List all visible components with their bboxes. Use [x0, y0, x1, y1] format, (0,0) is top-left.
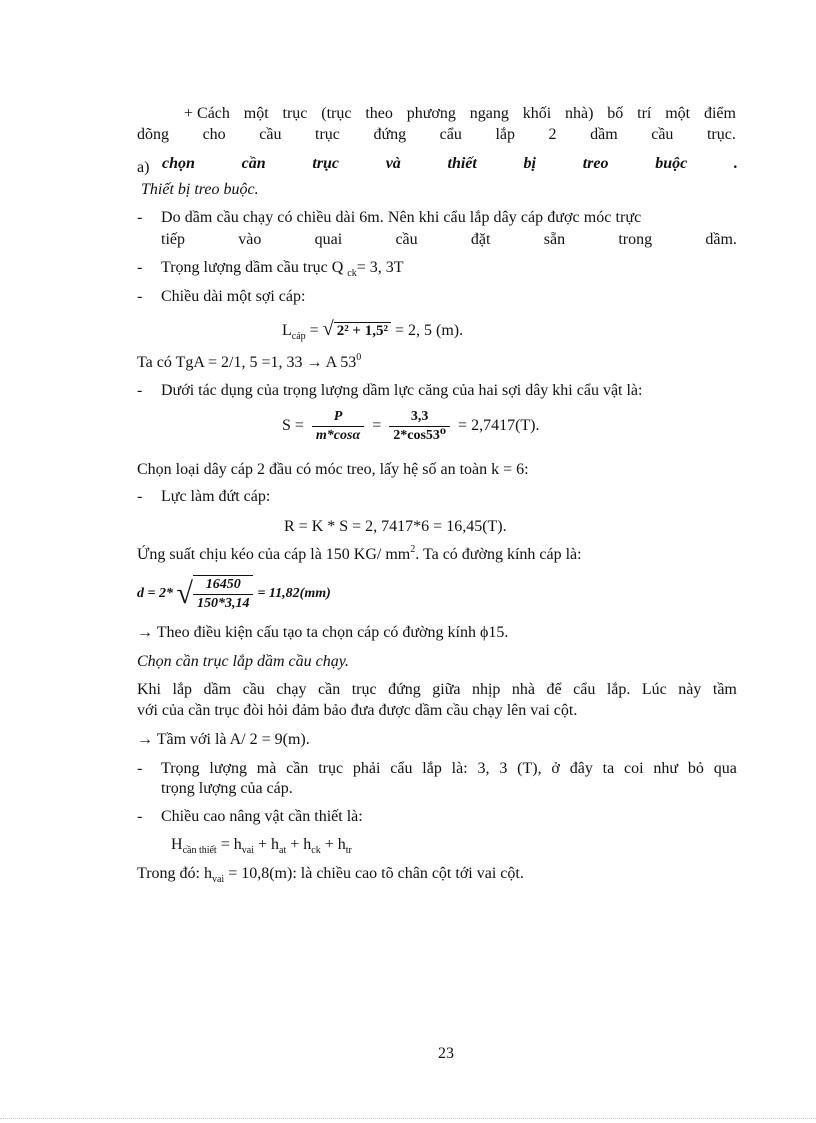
word: cần: [318, 681, 341, 698]
f1-L: L: [282, 322, 292, 339]
word: .: [733, 155, 738, 172]
beam-weight-value: = 3, 3T: [356, 259, 404, 276]
word: dõng: [137, 126, 169, 143]
heading-a: [162, 154, 738, 174]
beam-weight-label: Trọng lượng dầm cầu trục Q: [161, 259, 344, 276]
word: là:: [451, 760, 468, 777]
word: trục: [312, 155, 339, 172]
paragraph-line-1: [137, 680, 737, 700]
word: như: [653, 760, 679, 777]
f1-eq: =: [305, 322, 323, 339]
intro-line-1: [184, 104, 736, 124]
f4-num: 16450: [193, 576, 254, 595]
f5-sub0: cần thiết: [182, 845, 217, 856]
word: ở: [551, 760, 560, 777]
word: (T),: [517, 760, 542, 777]
word: và: [385, 155, 401, 172]
word: giữa: [432, 681, 461, 698]
word: đây: [569, 760, 593, 777]
bullet-3-dash: -: [137, 288, 143, 305]
word: điểm: [703, 105, 736, 122]
choose-cable-line: → Theo điều kiện cấu tạo ta chọn cáp có đường kính ϕ15.: [137, 624, 509, 641]
stress-post: . Ta có đường kính cáp là:: [415, 546, 582, 563]
word: 2: [548, 126, 557, 143]
f5-sub2: at: [279, 845, 287, 856]
reach-line: → Tầm với là A/ 2 = 9(m).: [137, 731, 310, 748]
word: cầu: [651, 126, 674, 143]
word: nhà: [511, 681, 536, 698]
formula-breaking-force: R = K * S = 2, 7417*6 = 16,45(T).: [284, 518, 507, 535]
bullet-5: Lực làm đứt cáp:: [161, 488, 271, 505]
word: 3: [499, 760, 508, 777]
f5-sub4: tr: [345, 845, 352, 856]
subheading-lifting-equipment: Thiết bị treo buộc.: [141, 181, 259, 198]
word: mà: [256, 760, 277, 777]
word: này: [678, 681, 702, 698]
word: lượng: [209, 760, 247, 777]
bullet-1-line-1: Do dầm cầu chạy có chiều dài 6m. Nên khi cẩu lắp dây cáp được móc trực: [161, 209, 642, 226]
where-post: = 10,8(m): là chiều cao tõ chân cột tới vai cột.: [224, 865, 524, 882]
word: trí: [637, 105, 652, 122]
f5-h4: + h: [320, 836, 346, 853]
f2-fraction-1: [312, 408, 364, 445]
word: khối: [522, 105, 552, 122]
page-number: 23: [438, 1045, 454, 1062]
bullet-1-line-2: [161, 230, 737, 250]
formula-lift-height: [171, 835, 352, 857]
word: qua: [713, 760, 737, 777]
bullet-4: Dưới tác dụng của trọng lượng dầm lực căng của hai sợi dây khi cẩu vật là:: [161, 382, 643, 399]
word: trục.: [706, 126, 736, 143]
f2-S: S =: [282, 417, 304, 434]
f2-num2: 3,3: [389, 408, 450, 427]
f4-lhs: d = 2*: [137, 586, 173, 602]
word: cầu: [242, 681, 265, 698]
word: cần: [286, 760, 309, 777]
word: cẩu: [390, 760, 413, 777]
f2-fraction-2: [389, 408, 450, 445]
sqrt-sign-1: √: [322, 318, 334, 340]
f1-result: = 2, 5 (m).: [394, 322, 464, 339]
word: coi: [624, 760, 644, 777]
word: cần: [241, 155, 266, 172]
tga-line: [137, 353, 361, 375]
f5-h1: = h: [216, 836, 242, 853]
word: chọn: [162, 155, 195, 172]
f5-h2: + h: [253, 836, 279, 853]
word: sẵn: [543, 231, 566, 248]
word: ta: [602, 760, 615, 777]
bullet-6-line-1: [161, 759, 737, 779]
word: Trọng: [161, 760, 200, 777]
word: nhịp: [471, 681, 501, 698]
word: treo: [582, 155, 609, 172]
f5-H: H: [171, 836, 183, 853]
f5-sub3: ck: [311, 845, 321, 856]
word: chạy: [276, 681, 307, 698]
word: dầm: [590, 126, 618, 143]
word: quai: [314, 231, 343, 248]
word: trục: [351, 681, 377, 698]
f2-den1: m*cosα: [315, 427, 361, 443]
word: một: [243, 105, 269, 122]
f2-eq: =: [372, 417, 382, 434]
word: (trục: [321, 105, 352, 122]
word: dầm: [203, 681, 232, 698]
word: + Cách: [184, 105, 230, 122]
subheading-choose-crane: Chọn cần trục lắp dầm cầu chạy.: [137, 653, 349, 670]
word: lắp: [495, 126, 515, 143]
formula-diameter: [137, 572, 331, 616]
bullet-5-dash: -: [137, 488, 143, 505]
word: đứng: [388, 681, 421, 698]
word: bị: [523, 155, 536, 172]
bullet-2: [161, 258, 404, 280]
bullet-2-dash: -: [137, 259, 143, 276]
heading-a-label: a): [137, 159, 150, 176]
intro-line-2: [137, 125, 736, 145]
stress-pre: Ứng suất chịu kéo của cáp là 150 KG/ mm: [137, 546, 411, 563]
sqrt-sign-2: √: [176, 577, 193, 610]
where-pre: Trong đó: h: [137, 865, 212, 882]
f4-fraction: [193, 575, 254, 613]
word: phải: [352, 760, 381, 777]
bullet-3: Chiều dài một sợi cáp:: [161, 288, 306, 305]
f4-result: = 11,82(mm): [257, 586, 331, 602]
word: tầm: [712, 681, 737, 698]
where-sub: vai: [211, 874, 225, 885]
word: Khi: [137, 681, 161, 698]
word: một: [665, 105, 691, 122]
word: cẩu: [573, 681, 596, 698]
word: cầu: [395, 231, 418, 248]
word: đứng: [373, 126, 407, 143]
paragraph-line-2: với của cần trục đòi hỏi đảm bảo đưa được dầm cầu chạy lên vai cột.: [137, 702, 578, 719]
stress-line: [137, 545, 582, 567]
word: lắp: [172, 681, 193, 698]
word: lắp.: [606, 681, 631, 698]
formula-tension: [282, 406, 540, 446]
word: thiết: [447, 155, 477, 172]
word: trong: [618, 231, 653, 248]
f5-sub1: vai: [241, 845, 254, 856]
word: theo: [365, 105, 393, 122]
bottom-dotted-rule: [0, 1118, 816, 1119]
f5-h3: + h: [286, 836, 312, 853]
word: buộc: [655, 155, 688, 172]
bullet-4-dash: -: [137, 382, 143, 399]
word: cho: [202, 126, 226, 143]
bullet-7: Chiều cao nâng vật cần thiết là:: [161, 808, 363, 825]
word: Lúc: [641, 681, 667, 698]
word: bố: [607, 105, 624, 122]
f2-den2: 2*cos53⁰: [393, 427, 447, 443]
where-line: [137, 864, 524, 886]
tga-text: Ta có TgA = 2/1, 5 =1, 33 → A 53: [137, 354, 357, 371]
word: lắp: [422, 760, 442, 777]
word: trục: [318, 760, 344, 777]
bullet-6-line-2: trọng lượng của cáp.: [161, 780, 293, 797]
f1-sub: cáp: [291, 331, 306, 342]
bullet-1-dash: -: [137, 209, 143, 226]
bullet-7-dash: -: [137, 808, 143, 825]
f2-num1: P: [312, 408, 364, 427]
f1-radicand: 2² + 1,5²: [334, 322, 391, 339]
word: phương: [406, 105, 456, 122]
word: ngang: [469, 105, 509, 122]
formula-cable-length: [282, 316, 463, 346]
tga-sup: 0: [356, 352, 362, 363]
word: dầm.: [705, 231, 737, 248]
word: trục: [282, 105, 308, 122]
word: bỏ: [687, 760, 704, 777]
bullet-6-dash: -: [137, 760, 143, 777]
f4-den: 150*3,14: [196, 596, 250, 611]
word: trục: [315, 126, 340, 143]
cable-choice-line: Chọn loại dây cáp 2 đầu có móc treo, lấy hệ số an toàn k = 6:: [137, 461, 529, 478]
word: nhà): [565, 105, 594, 122]
stress-sup: 2: [410, 544, 416, 555]
word: vào: [238, 231, 262, 248]
beam-weight-sub: ck: [347, 268, 357, 279]
word: cầu: [259, 126, 282, 143]
word: cẩu: [439, 126, 462, 143]
word: đặt: [470, 231, 491, 248]
word: 3,: [477, 760, 490, 777]
word: để: [546, 681, 562, 698]
word: tiếp: [161, 231, 185, 248]
f2-result: = 2,7417(T).: [458, 417, 540, 434]
